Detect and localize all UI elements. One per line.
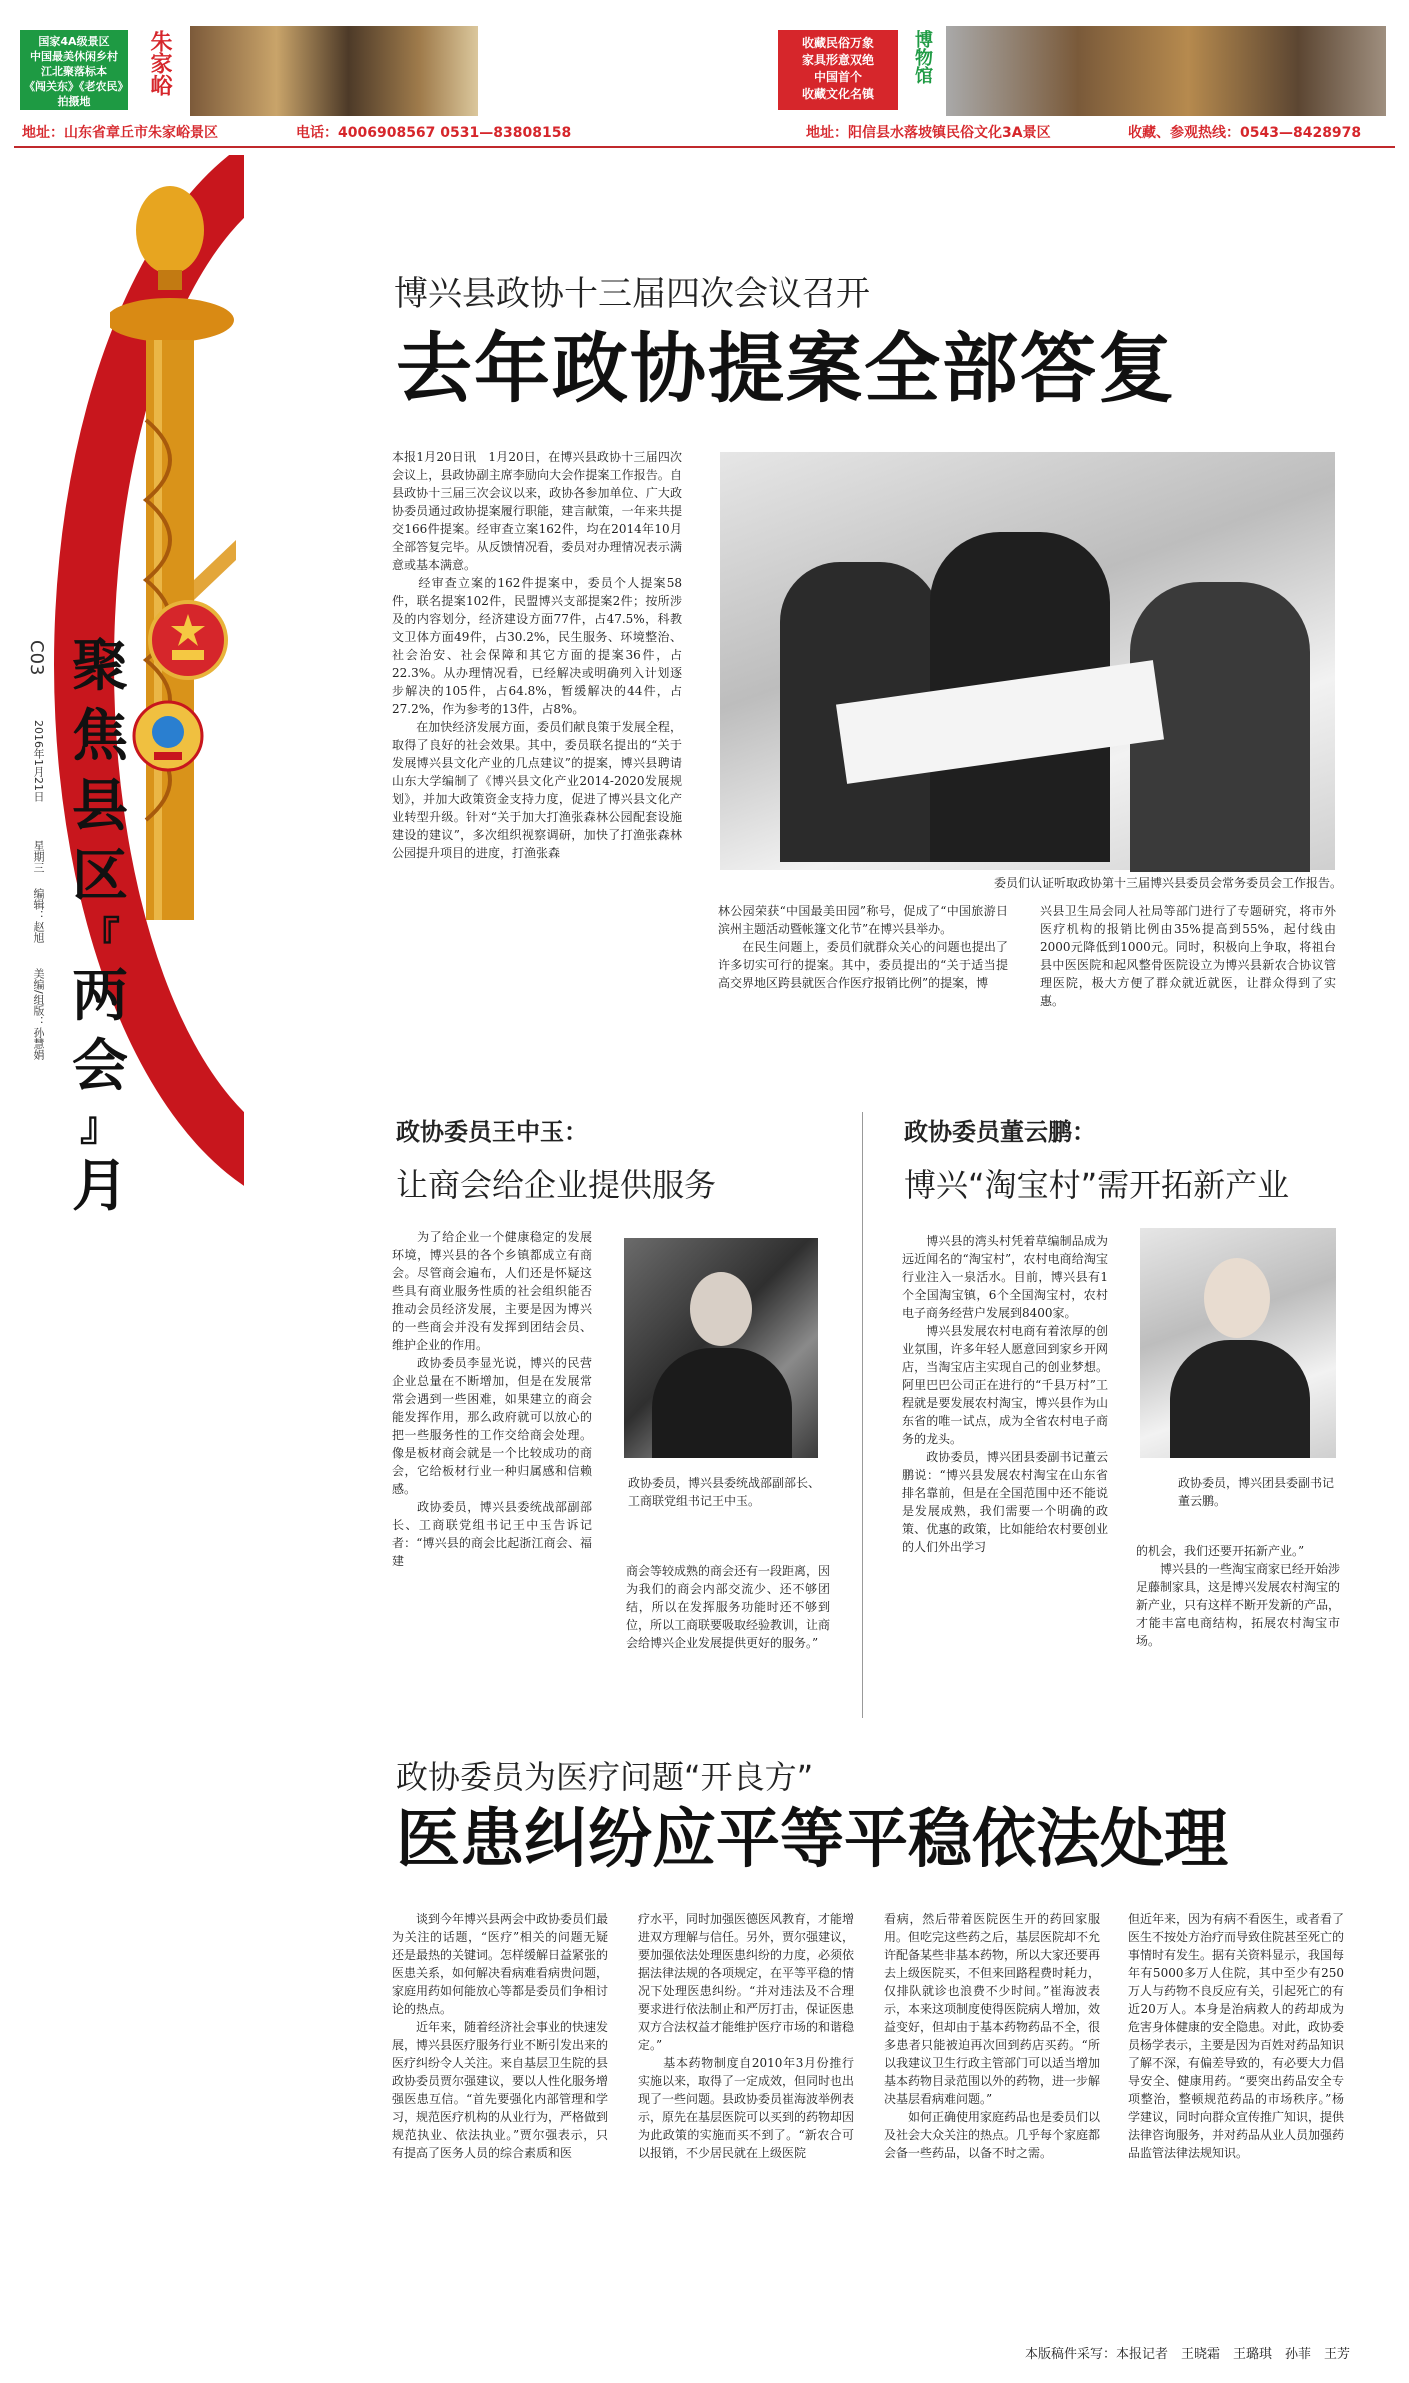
story3-photo [1140,1228,1336,1458]
story3-col1: 博兴县的湾头村凭着草编制品成为远近闻名的“淘宝村”，农村电商给淘宝行业注入一泉活水。目前，博兴县有1个全国淘宝镇，6个全国淘宝村，农村电子商务经营户发展到8400家。 博兴县发展农村电商有着浓厚的创业氛围，许多年轻人愿意回到家乡开网店，当淘宝店主实现自己的创业梦想。阿里巴巴公司正在进行的“千县万村”工程就是要发展农村淘宝，博兴县作为山东省的唯一试点，成为全省农村电子商务的龙头。 政协委员，博兴团县委副书记董云鹏说：“博兴县发展农村淘宝在山东省排名靠前，但是在全国范围中还不能说是发展成熟，我们需要一个明确的政策、优惠的政策，比如能给农村要创业的人们外出学习 [902,1234,1108,1554]
page-credit: 本版稿件采写：本报记者 王晓霜 王璐琪 孙菲 王芳 [1024,2347,1350,2362]
left-ad-photo [190,26,478,116]
page-design: 美编/组版：孙慧娟 [32,968,45,1060]
left-ad-logo [134,30,186,110]
story2-photo-caption: 政协委员，博兴县委统战部副部长、工商联党组书记王中玉。 [628,1476,821,1508]
story3-kicker: 政协委员董云鹏： [904,1118,1096,1146]
column-divider [862,1112,863,1718]
story1-photo [720,452,1335,870]
page-editor: 编辑：赵旭 [32,888,45,943]
ad-line: 国家4A级景区 [38,35,110,48]
story1-headline: 去年政协提案全部答复 [396,324,1176,413]
national-emblem-icon [148,600,228,680]
right-ad-photo [946,26,1386,116]
ad-line: 家具形意双绝 [801,53,874,67]
story4-kicker: 政协委员为医疗问题“开良方” [396,1758,814,1796]
ad-line: 江北聚落标本 [41,65,107,78]
story3-headline: 博兴“淘宝村”需开拓新产业 [904,1166,1290,1204]
story2-photo [624,1238,818,1458]
story4-col4: 但近年来，因为有病不看医生，或者看了医生不按处方治疗而导致住院甚至死亡的事情时有发生。据有关资料显示，我国每年有5000多万人住院，其中至少有250万人与药物不良反应有关，引起死亡的有近20万人。本身是治病救人的药却成为危害身体健康的安全隐患。对此，政协委员杨学表示，主要是因为百姓对药品知识了解不深，有偏差导致的，有必要大力倡导安全、健康用药。“要突出药品安全专项整治，整顿规范药品的市场秩序。”杨学建议，同时向群众宣传推广知识，提供法律咨询服务，并对药品从业人员加强药品监管法律法规知识。 [1128,1912,1344,2160]
section-title-char: 区 [72,844,128,909]
ad-logo-text: 朱家峪 [147,30,173,96]
page-weekday: 星期三 [32,840,45,873]
left-ad-phone: 电话：4006908567 0531—83808158 [296,125,572,141]
story3-col2: 的机会，我们还要开拓新产业。” 博兴县的一些淘宝商家已经开始涉足藤制家具，这是博兴发展农村淘宝的新产业，只有这样不断开发新的产品，才能丰富电商结构，拓展农村淘宝市场。 [1136,1544,1340,1648]
story2-col2: 商会等较成熟的商会还有一段距离，因为我们的商会内部交流少、还不够团结，所以在发挥服务功能时还不够到位，所以工商联要吸取经验教训，让商会给博兴企业发展提供更好的服务。” [626,1564,830,1650]
right-ad-box [778,30,898,110]
story4-col1: 谈到今年博兴县两会中政协委员们最为关注的话题，“医疗”相关的问题无疑还是最热的关键词。怎样缓解日益紧张的医患关系，如何解决看病难看病贵问题，家庭用药如何能放心等都是委员们争相讨论的热点。 近年来，随着经济社会事业的快速发展，博兴县医疗服务行业不断引发出来的医疗纠纷令人关注。来自基层卫生院的县政协委员贾尔强建议，要以人性化服务增强医患互信。“首先要强化内部管理和学习，规范医疗机构的从业行为，严格做到规范执业、依法执业。”贾尔强表示，只有提高了医务人员的综合素质和医 [392,1912,608,2160]
section-title-char: 』 [80,1104,120,1150]
ad-logo-text: 博物馆 [912,30,933,84]
section-title-char: 月 [72,1154,128,1219]
right-ad-phone: 收藏、参观热线：0543—8428978 [1128,125,1362,141]
story3-photo-caption: 政协委员，博兴团县委副书记董云鹏。 [1178,1476,1335,1508]
ad-line: 收藏民俗万象 [801,36,874,50]
story1-kicker: 博兴县政协十三届四次会议召开 [394,274,870,314]
ad-line: 中国首个 [813,70,862,84]
story1-col2: 林公园荣获“中国最美田园”称号，促成了“中国旅游日滨州主题活动暨帐篷文化节”在博兴县举办。 在民生问题上，委员们就群众关心的问题也提出了许多切实可行的提案。其中，委员提出的“关于适当提高交界地区跨县就医合作医疗报销比例”的提案，博 [718,904,1008,990]
ad-line: 中国最美休闲乡村 [30,50,118,63]
story4-headline: 医患纠纷应平等平稳依法处理 [396,1803,1228,1877]
story4-col2: 疗水平，同时加强医德医风教育，才能增进双方理解与信任。另外，贾尔强建议，要加强依法处理医患纠纷的力度，必须依据法律法规的各项规定，在平等平稳的情况下处理医患纠纷。“并对违法及不合理要求进行依法制止和严厉打击，保证医患双方合法权益才能维护医疗市场的和谐稳定。” 基本药物制度自2010年3月份推行实施以来，取得了一定成效，但同时也出现了一些问题。县政协委员崔海波举例表示，原先在基层医院可以买到的药物却因为此政策的实施而买不到了。“新农合可以报销，不少居民就在上级医院 [638,1912,854,2160]
left-ad-box [20,30,128,110]
section-title-char: 『 [80,914,120,960]
section-title-char: 两 [72,964,128,1029]
cppcc-emblem-icon [132,700,204,772]
story2-col1: 为了给企业一个健康稳定的发展环境，博兴县的各个乡镇都成立有商会。尽管商会遍布，人们还是怀疑这些具有商业服务性质的社会组织能否推动会员经济发展，主要是因为博兴的一些商会并没有发挥到团结会员、维护企业的作用。 政协委员李显光说，博兴的民营企业总量在不断增加，但是在发展常常会遇到一些困难，如果建立的商会能发挥作用，那么政府就可以放心的把一些服务性的工作交给商会处理。像是板材商会就是一个比较成功的商会，它给板材行业一种归属感和信赖感。 政协委员，博兴县委统战部副部长、工商联党组书记王中玉告诉记者：“博兴县的商会比起浙江商会、福建 [392,1230,592,1568]
section-title-char: 会 [72,1034,128,1099]
page-date: 2016年1月21日 [32,720,45,802]
ad-line: 拍摄地 [57,95,91,108]
story1-col1: 本报1月20日讯 1月20日，在博兴县政协十三届四次会议上，县政协副主席李励向大会作提案工作报告。自县政协十三届三次会议以来，政协各参加单位、广大政协委员通过政协提案履行职能，建言献策，一年来共提交166件提案。经审查立案162件，均在2014年10月全部答复完毕。从反馈情况看，委员对办理情况表示满意或基本满意。 经审查立案的162件提案中，委员个人提案58件，联名提案102件，民盟博兴支部提案2件；按所涉及的内容划分，经济建设方面77件，占47.5%，科教文卫体方面49件，占30.2%，民生服务、环境整治、社会治安、社会保障和其它方面的提案36件，占22.3%。从办理情况看，已经解决或明确列入计划逐步解决的105件，占64.8%，暂缓解决的44件，占27.2%，作为参考的13件，占8%。 在加快经济发展方面，委员们献良策于发展全程，取得了良好的社会效果。其中，委员联名提出的“关于发展博兴县文化产业的几点建议”的提案，博兴县聘请山东大学编制了《博兴县文化产业2014-2020发展规划》，并加大政策资金支持力度，促进了博兴县文化产业转型升级。针对“关于加大打渔张森林公园配套设施建设的建议”，多次组织视察调研，加快了打渔张森林公园提升项目的进度，打渔张森 [392,450,682,860]
section-title-char: 焦 [72,704,128,769]
story2-headline: 让商会给企业提供服务 [396,1166,717,1204]
section-title [70,632,130,1222]
section-title-char: 聚 [72,634,128,699]
section-title-char: 县 [72,774,128,839]
ad-line: 《闯关东》《老农民》 [24,80,129,93]
right-ad-address: 地址：阳信县水落坡镇民俗文化3A景区 [806,125,1051,141]
story4-col3: 看病，然后带着医院医生开的药回家服用。但吃完这些药之后，基层医院却不允许配备某些非基本药物，所以大家还要再去上级医院买，不但来回路程费时耗力，仅排队就诊也浪费不少时间。”崔海波表示，本来这项制度使得医院病人增加，效益变好，但却由于基本药物药品不全，很多患者只能被迫再次回到药店买药。“所以我建议卫生行政主管部门可以适当增加基本药物目录范围以外的药物，进一步解决基层看病难问题。” 如何正确使用家庭药品也是委员们以及社会大众关注的热点。几乎每个家庭都会备一些药品，以备不时之需。 [884,1912,1100,2160]
page-number: C03 [26,640,47,676]
top-red-rule [14,146,1395,148]
story2-kicker: 政协委员王中玉： [396,1118,588,1146]
story1-photo-caption: 委员们认证听取政协第十三届博兴县委员会常务委员会工作报告。 [993,876,1342,890]
left-ad-address: 地址：山东省章丘市朱家峪景区 [22,125,218,141]
right-ad-logo [902,30,942,110]
story1-col3: 兴县卫生局会同人社局等部门进行了专题研究，将市外医疗机构的报销比例由35%提高到55%，起付线由2000元降低到1000元。同时，积极向上争取，将祖台县中医医院和起风整骨医院设立为博兴县新农合协议管理医院，极大方便了群众就近就医，让群众得到了实惠。 [1040,904,1336,1008]
ad-line: 收藏文化名镇 [801,87,874,101]
